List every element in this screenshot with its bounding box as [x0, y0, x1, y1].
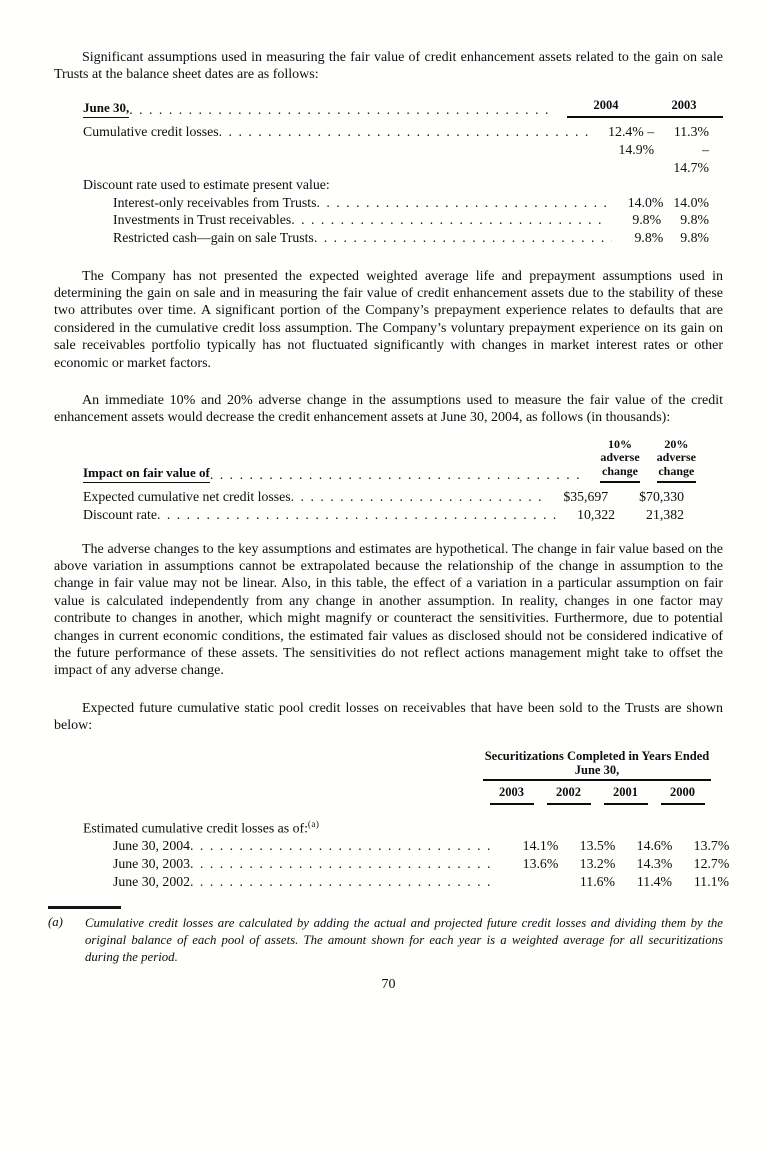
row-label: Restricted cash—gain on sale Trusts [113, 229, 314, 245]
assumptions-table-row-header: June 30, [83, 99, 129, 119]
cell-2004: 14.0% [627, 194, 664, 210]
column-header-2004: 2004 [567, 96, 645, 119]
paragraph-company-prepayment: The Company has not presented the expected weighted average life and prepayment assumptions used in determining the gain on sale and in measuring the fair value of credit enhancement assets due to the stability of these two attributes over time. A significant portion of the Company’s prepayment experience relates to defaults that are considered in the cumulative credit loss assumption. The Company’s voluntary prepayment experience on its gain on sale receivables portfolio typically has not fluctuated significantly with changes in market interest rates or other economic or market factors. [54, 268, 723, 371]
cell-2003: 9.8% [680, 229, 709, 245]
dot-leader [190, 855, 494, 873]
cell-2000: 11.1% [693, 874, 730, 890]
column-header-2003: 2003 [645, 96, 723, 119]
footnote-body [48, 915, 723, 966]
table-row [83, 176, 723, 194]
row-label: Cumulative credit losses [83, 124, 219, 140]
table-row [83, 855, 730, 873]
cell-2002: 13.5% [579, 838, 616, 854]
spacer [210, 466, 586, 484]
paragraph-static-pool-intro: Expected future cumulative static pool credit losses on receivables that have been sold to the Trusts are shown below: [54, 700, 723, 734]
cell-2003: 9.8% [680, 212, 709, 228]
column-header-2001: 2001 [597, 784, 654, 805]
table-row [83, 837, 730, 855]
cell-20pct: $70,330 [639, 489, 684, 505]
table-row [83, 815, 723, 838]
sensitivity-table-row-header: Impact on fair value of [83, 464, 210, 484]
cell-2003: 14.0% [673, 194, 709, 210]
cell-2001: 14.6% [636, 838, 673, 854]
column-header-20pct-adverse: 20% adverse change [657, 438, 696, 484]
table-row [83, 229, 723, 247]
page-number: 70 [381, 977, 396, 992]
row-label: Expected cumulative net credit losses [83, 489, 291, 505]
securitizations-group-header [483, 749, 711, 805]
row-label: Discount rate [83, 506, 157, 522]
row-label: June 30, 2004 [113, 838, 191, 854]
cell-10pct: 10,322 [577, 506, 616, 522]
footnote-divider [48, 906, 121, 909]
cell-2003: 14.1% [522, 838, 559, 854]
paragraph-hypothetical-changes: The adverse changes to the key assumptions and estimates are hypothetical. The change in fair value based on the above variation in assumptions cannot be extrapolated because the relationship of the change in assumption to the change in fair value may not be linear. Also, in this table, the effect of a variation in a particular assumption on fair value is calculated independently from any change in another assumption. In reality, changes in one factor may contribute to changes in another, which might magnify or counteract the sensitivities. Furthermore, due to potential changes in current economic conditions, the estimated fair values as disclosed should not be considered indicative of the future performance of these assets. The sensitivities do not reflect actions management might take to offset the impact of any adverse change. [54, 541, 723, 679]
footnote [48, 906, 723, 966]
footnote-marker: (a) [48, 915, 63, 930]
cell-2001: 11.4% [636, 874, 673, 890]
static-pool-table-header [54, 749, 723, 805]
dot-leader [219, 123, 594, 141]
cell-2000: 13.7% [693, 838, 730, 854]
table-row [83, 506, 723, 524]
table-row [83, 488, 723, 506]
dot-leader [190, 837, 494, 855]
cell-2000: 12.7% [693, 856, 730, 872]
year-header-row [483, 784, 711, 805]
row-label: June 30, 2003 [113, 856, 191, 872]
row-group-label: Estimated cumulative credit losses as of:$^{(a)}$ [83, 818, 320, 836]
dot-leader [157, 506, 563, 524]
table-row [83, 873, 730, 891]
dot-leader [314, 229, 612, 247]
cell-2001: 14.3% [636, 856, 673, 872]
footnote-reference: (a) [307, 818, 320, 829]
spacer [129, 101, 555, 119]
table-row [83, 194, 723, 212]
column-header-2000: 2000 [654, 784, 711, 805]
dot-leader [291, 211, 608, 229]
cell-2004: 9.8% [634, 229, 664, 245]
row-label: Investments in Trust receivables [113, 212, 292, 228]
column-header-2002: 2002 [540, 784, 597, 805]
cell-2002: 11.6% [579, 874, 616, 890]
row-label: June 30, 2002 [113, 874, 191, 890]
dot-leader [316, 194, 612, 212]
cell-2003: 11.3% – 14.7% [673, 124, 709, 175]
cell-2004: 12.4% – 14.9% [608, 124, 655, 157]
paragraph-significant-assumptions: Significant assumptions used in measuring the fair value of credit enhancement assets related to the gain on sale Trusts at the balance sheet dates are as follows: [54, 50, 723, 83]
cell-2003: 13.6% [522, 856, 559, 872]
cell-10pct: $35,697 [563, 489, 609, 505]
row-label: Discount rate used to estimate present value: [83, 177, 330, 193]
cell-20pct: 21,382 [646, 506, 684, 522]
assumptions-table [83, 96, 723, 247]
column-header-2003: 2003 [483, 784, 540, 805]
dot-leader [291, 488, 550, 506]
sensitivity-table-header-row [83, 438, 723, 484]
row-label: Interest-only receivables from Trusts [113, 194, 317, 210]
cell-2002: 13.2% [579, 856, 616, 872]
table-row [83, 211, 723, 229]
static-pool-table-body [83, 815, 730, 892]
column-header-10pct-adverse: 10% adverse change [600, 438, 639, 484]
assumptions-table-header-row [83, 96, 723, 119]
cell-2004: 9.8% [632, 212, 662, 228]
sensitivity-table [83, 438, 723, 524]
securitizations-group-label: Securitizations Completed in Years Ended June 30, [483, 749, 711, 781]
paragraph-adverse-change-intro: An immediate 10% and 20% adverse change in the assumptions used to measure the fair value of the credit enhancement assets would decrease the credit enhancement assets at June 30, 2004, as follows (in thousands): [54, 393, 723, 426]
footnote-text: Cumulative credit losses are calculated by adding the actual and projected future credit losses and dividing them by the original balance of each pool of assets. The amount shown for each year is a weighted average for all securitizations during the period. [85, 916, 723, 965]
table-row [83, 123, 723, 176]
static-pool-table [54, 748, 730, 892]
dot-leader [190, 873, 494, 891]
